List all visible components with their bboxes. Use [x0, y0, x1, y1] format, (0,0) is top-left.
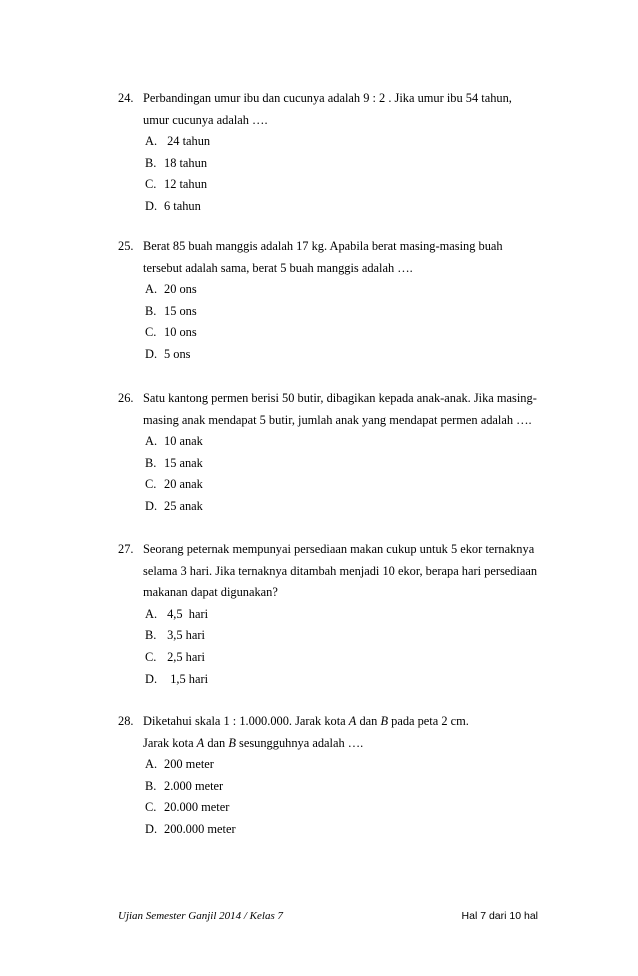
question-24-line-2 [118, 110, 558, 132]
variable-b: B [380, 714, 389, 728]
answer-options [118, 279, 558, 365]
question-number: 26. [118, 391, 134, 405]
option-b[interactable]: B. 18 tahun [145, 155, 208, 170]
option-b[interactable]: B. 3,5 hari [145, 628, 205, 643]
question-number: 27. [118, 542, 134, 556]
option-c[interactable]: C. 12 tahun [145, 177, 208, 192]
answer-options [118, 431, 558, 517]
question-26-line-2 [118, 410, 558, 432]
option-d[interactable]: D. 1,5 hari [145, 671, 209, 686]
option-c[interactable]: C. 2,5 hari [145, 649, 205, 664]
question-text: selama 3 hari. Jika ternaknya ditambah menjadi 10 ekor, berapa hari persediaan [143, 563, 538, 578]
footer-page-number: Hal 7 dari 10 hal [461, 910, 538, 922]
answer-options [118, 754, 558, 840]
question-25-line-2 [118, 258, 558, 280]
option-a[interactable]: A. 24 tahun [145, 134, 211, 149]
question-number: 25. [118, 239, 134, 253]
question-25 [118, 236, 558, 366]
question-number: 24. [118, 91, 134, 105]
variable-a: A [348, 714, 357, 728]
question-27-line-2 [118, 561, 558, 583]
question-text: Jarak kota A dan B sesungguhnya adalah …. [143, 735, 364, 750]
question-number: 28. [118, 714, 134, 728]
variable-a: A [196, 735, 205, 750]
question-text: Perbandingan umur ibu dan cucunya adalah 9 : 2 . Jika umur ibu 54 tahun, [143, 91, 512, 105]
question-27-line-1 [118, 539, 558, 561]
question-26 [118, 388, 558, 518]
question-28 [118, 711, 558, 841]
option-d[interactable]: D. 25 anak [145, 498, 203, 513]
option-b[interactable]: B. 15 ons [145, 303, 197, 318]
question-28-line-1 [118, 711, 558, 733]
question-text: makanan dapat digunakan? [143, 585, 278, 600]
question-text: tersebut adalah sama, berat 5 buah manggis adalah …. [143, 260, 413, 275]
option-b[interactable]: B. 2.000 meter [145, 778, 224, 793]
question-text: Diketahui skala 1 : 1.000.000. Jarak kota A dan B pada peta 2 cm. [143, 714, 469, 728]
answer-options [118, 131, 558, 217]
question-text: Seorang peternak mempunyai persediaan makan cukup untuk 5 ekor ternaknya [143, 542, 535, 556]
question-24 [118, 88, 558, 218]
option-a[interactable]: A. 200 meter [145, 757, 214, 772]
variable-b: B [228, 735, 236, 750]
answer-options [118, 604, 558, 690]
option-d[interactable]: D. 6 tahun [145, 198, 201, 213]
question-24-line-1 [118, 88, 558, 110]
option-a[interactable]: A. 10 anak [145, 434, 203, 449]
question-28-line-2 [118, 733, 558, 755]
option-c[interactable]: C. 10 ons [145, 325, 197, 340]
option-d[interactable]: D. 5 ons [145, 346, 191, 361]
question-27-line-3 [118, 582, 558, 604]
question-26-line-1 [118, 388, 558, 410]
question-25-line-1 [118, 236, 558, 258]
question-text: Berat 85 buah manggis adalah 17 kg. Apabila berat masing-masing buah [143, 239, 503, 253]
option-c[interactable]: C. 20 anak [145, 477, 203, 492]
option-b[interactable]: B. 15 anak [145, 455, 203, 470]
option-a[interactable]: A. 20 ons [145, 282, 197, 297]
option-a[interactable]: A. 4,5 hari [145, 606, 209, 621]
option-c[interactable]: C. 20.000 meter [145, 800, 230, 815]
question-text: masing anak mendapat 5 butir, jumlah anak yang mendapat permen adalah …. [143, 412, 532, 427]
question-27 [118, 539, 558, 690]
question-text: Satu kantong permen berisi 50 butir, dibagikan kepada anak-anak. Jika masing- [143, 391, 537, 405]
question-text: umur cucunya adalah …. [143, 112, 268, 127]
option-d[interactable]: D. 200.000 meter [145, 821, 236, 836]
footer-exam-title: Ujian Semester Ganjil 2014 / Kelas 7 [118, 910, 283, 922]
